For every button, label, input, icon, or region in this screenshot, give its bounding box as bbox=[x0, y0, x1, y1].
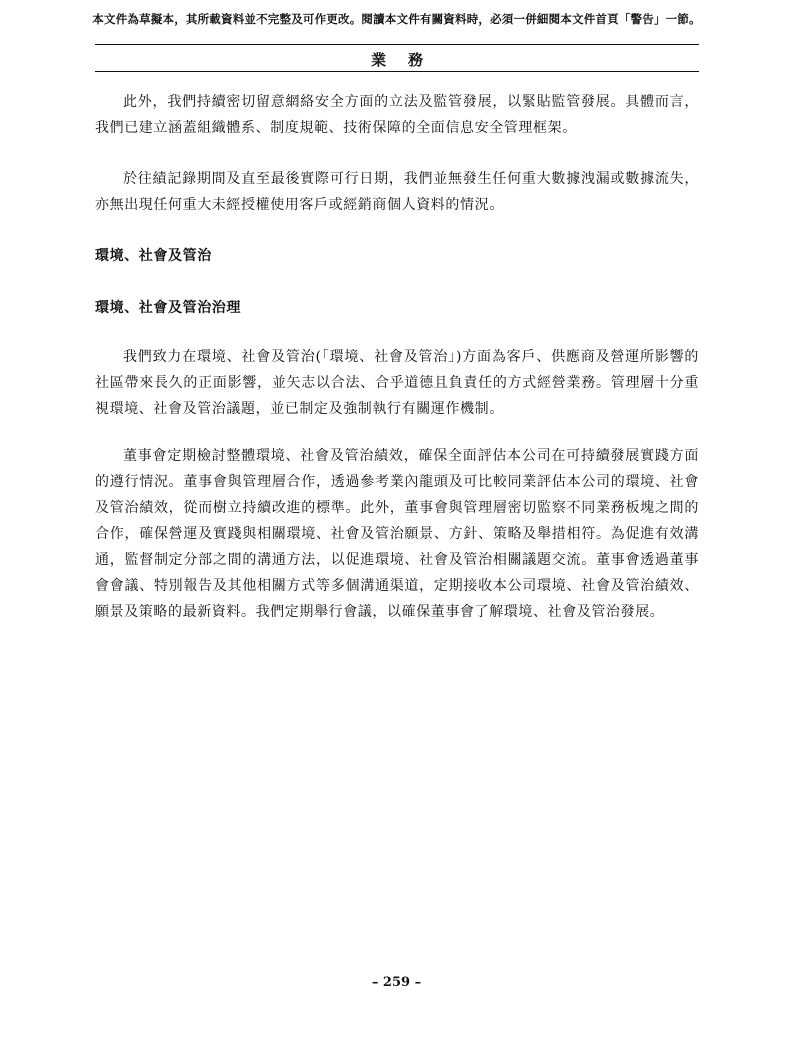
page-number: – 259 – bbox=[371, 975, 422, 990]
paragraph-esg-commitment: 我們致力在環境、社會及管治(「環境、社會及管治」)方面為客戶、供應商及營運所影響的社區帶來長久的正面影響，並矢志以合法、合乎道德且負責任的方式經營業務。管理層十分重視環境、社會及管治議題，並已制定及強制執行有關運作機制。 bbox=[95, 349, 699, 417]
header-rule-top bbox=[95, 44, 699, 45]
paragraph-board-review: 董事會定期檢討整體環境、社會及管治績效，確保全面評估本公司在可持續發展實踐方面的遵行情況。董事會與管理層合作，透過參考業內龍頭及可比較同業評估本公司的環境、社會及管治績效，從而樹立持續改進的標準。此外，董事會與管理層密切監察不同業務板塊之間的合作，確保營運及實踐與相關環境、社會及管治願景、方針、策略及舉措相符。為促進有效溝通，監督制定分部之間的溝通方法，以促進環境、社會及管治相關議題交流。董事會透過董事會會議、特別報告及其他相關方式等多個溝通渠道，定期接收本公司環境、社會及管治績效、願景及策略的最新資料。我們定期舉行會議，以確保董事會了解環境、社會及管治發展。 bbox=[95, 448, 699, 620]
heading-esg-governance: 環境、社會及管治治理 bbox=[95, 300, 241, 316]
section-title: 業務 bbox=[370, 51, 445, 69]
paragraph-cybersecurity: 此外，我們持續密切留意網絡安全方面的立法及監管發展，以緊貼監管發展。具體而言，我們已建立涵蓋組織體系、制度規範、技術保障的全面信息安全管理框架。 bbox=[95, 94, 699, 136]
draft-disclaimer: 本文件為草擬本，其所載資料並不完整及可作更改。閱讀本文件有關資料時，必須一併細閱本文件首頁「警告」一節。 bbox=[92, 12, 701, 26]
heading-esg: 環境、社會及管治 bbox=[95, 248, 212, 264]
header-rule-bottom bbox=[95, 71, 699, 72]
paragraph-data-breach: 於往績記錄期間及直至最後實際可行日期，我們並無發生任何重大數據洩漏或數據流失，亦無出現任何重大未經授權使用客戶或經銷商個人資料的情況。 bbox=[95, 171, 699, 213]
